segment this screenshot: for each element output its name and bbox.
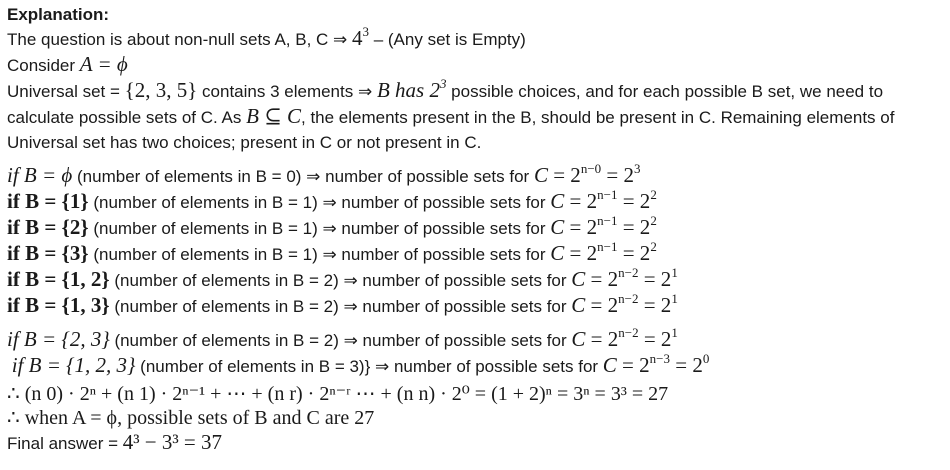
case-row xyxy=(7,293,947,319)
case-c: C xyxy=(571,267,586,291)
case-row xyxy=(7,189,947,215)
consider-text: Consider xyxy=(7,56,80,75)
case-condition: if B = ϕ xyxy=(7,163,73,187)
case-description: (number of elements in B = 2) ⇒ number of possible sets for xyxy=(109,271,572,290)
universal-line-2 xyxy=(7,104,947,130)
universal-set: {2, 3, 5} xyxy=(124,78,198,102)
universal-line-1 xyxy=(7,78,947,104)
case-result: = $2^{n-2} = 2^1$ xyxy=(585,265,678,291)
case-condition: if B = {3} xyxy=(7,241,89,265)
case-result: = $2^{n-2} = 2^1$ xyxy=(585,291,678,317)
case-result: = $2^{n-3} = 2^0$ xyxy=(616,351,710,377)
intro-expr: $4^3$ xyxy=(352,24,369,50)
final-answer-line xyxy=(7,430,947,456)
case-row xyxy=(7,241,947,267)
universal-text-e: , the elements present in the B, should be present in C. Remaining elements of xyxy=(301,108,895,127)
explanation-document xyxy=(7,4,947,456)
case-result: = $2^{n-1} = 2^2$ xyxy=(564,239,657,265)
case-description: (number of elements in B = 1) ⇒ number of possible sets for xyxy=(88,219,551,238)
final-answer-expr: 4³ − 3³ = 37 xyxy=(122,430,223,454)
universal-text-c: possible choices, and for each possible B set, we need to xyxy=(446,82,884,101)
case-row xyxy=(7,353,947,379)
cases-block-2 xyxy=(7,327,947,379)
case-description: (number of elements in B = 2) ⇒ number of possible sets for xyxy=(109,297,572,316)
subset-expr: B ⊆ C xyxy=(246,104,301,128)
summation-line: ∴ (n 0) · 2ⁿ + (n 1) · 2ⁿ⁻¹ + ⋯ + (n r) · 2ⁿ⁻ʳ ⋯ + (n n) · 2⁰ = (1 + 2)ⁿ = 3ⁿ = 3³ = 27 xyxy=(7,383,669,405)
case-result: = $2^{n-1} = 2^2$ xyxy=(564,213,657,239)
case-condition: if B = {1} xyxy=(7,189,89,213)
case-c: C xyxy=(533,163,548,187)
case-row xyxy=(7,215,947,241)
case-c: C xyxy=(550,241,565,265)
case-row xyxy=(7,163,947,189)
case-condition: if B = {1, 2} xyxy=(7,267,110,291)
final-answer-label: Final answer = xyxy=(7,434,123,453)
case-row xyxy=(7,327,947,353)
case-c: C xyxy=(550,215,565,239)
b-has-expr: B has $2^3$ xyxy=(376,76,447,102)
case-condition: if B = {1, 2, 3} xyxy=(11,353,136,377)
case-description: (number of elements in B = 1) ⇒ number of possible sets for xyxy=(88,193,551,212)
case-description: (number of elements in B = 1) ⇒ number of possible sets for xyxy=(88,245,551,264)
case-c: C xyxy=(550,189,565,213)
case-c: C xyxy=(571,293,586,317)
intro-text: The question is about non-null sets A, B, C ⇒ xyxy=(7,30,348,49)
universal-text-d: calculate possible sets of C. As xyxy=(7,108,247,127)
case-row xyxy=(7,267,947,293)
case-c: C xyxy=(571,327,586,351)
universal-text-a: Universal set = xyxy=(7,82,125,101)
consider-expr: A = ϕ xyxy=(79,52,128,76)
explanation-heading: Explanation: xyxy=(7,5,110,24)
conclusion-line: ∴ when A = ϕ, possible sets of B and C are 27 xyxy=(7,407,375,429)
case-result: = $2^{n-2} = 2^1$ xyxy=(585,325,678,351)
intro-line xyxy=(7,26,947,52)
case-condition: if B = {2} xyxy=(7,215,89,239)
case-description: (number of elements in B = 3)} ⇒ number of possible sets for xyxy=(135,357,603,376)
case-condition: if B = {2, 3} xyxy=(7,327,110,351)
case-result: = $2^{n-0} = 2^3$ xyxy=(547,161,641,187)
consider-line xyxy=(7,52,947,78)
case-result: = $2^{n-1} = 2^2$ xyxy=(564,187,657,213)
case-condition: if B = {1, 3} xyxy=(7,293,110,317)
case-c: C xyxy=(602,353,617,377)
intro-tail: – (Any set is Empty) xyxy=(369,30,526,49)
cases-block-1 xyxy=(7,163,947,319)
universal-line-3: Universal set has two choices; present in C or not present in C. xyxy=(7,133,482,152)
universal-text-b: contains 3 elements ⇒ xyxy=(197,82,377,101)
case-description: (number of elements in B = 0) ⇒ number of possible sets for xyxy=(72,167,534,186)
case-description: (number of elements in B = 2) ⇒ number of possible sets for xyxy=(109,331,572,350)
